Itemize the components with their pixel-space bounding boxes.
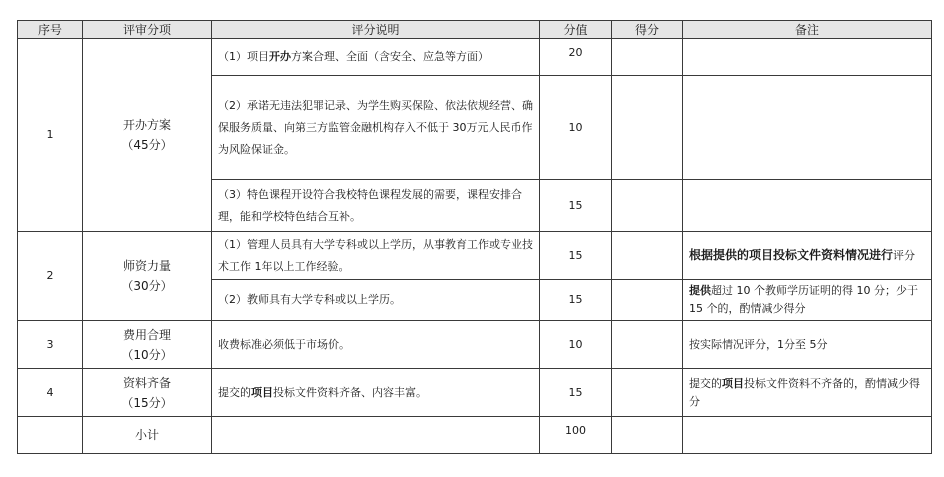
header-seq: 序号 [18,21,83,39]
header-note: 备注 [683,21,932,39]
seq-cell: 3 [18,321,83,369]
note-cell [683,280,932,321]
note-bold: 项目 [722,376,744,390]
value-cell: 10 [540,321,612,369]
score-cell [612,232,683,280]
header-value: 分值 [540,21,612,39]
score-cell [612,369,683,417]
score-cell [612,280,683,321]
note-text: 投标文件资料不齐备的，酌情减少得分 [689,376,920,408]
note-cell [683,417,932,454]
score-cell [612,180,683,232]
description-cell [212,39,540,76]
category-name: 师资力量 [122,259,171,273]
category-name: 资料齐备 [122,375,171,390]
table-row [18,369,932,417]
note-cell [683,76,932,180]
score-cell [612,417,683,454]
value-cell: 15 [540,232,612,280]
description-cell: 收费标准必须低于市场价。 [212,321,540,369]
category-name: 开办方案 [122,118,171,132]
value-cell: 10 [540,76,612,180]
category-points: （45分） [121,138,173,152]
category-points: （30分） [121,279,173,293]
note-cell [683,369,932,417]
description-cell [212,417,540,454]
note-cell [683,232,932,280]
table-row [18,232,932,280]
description-cell: （2）教师具有大学专科或以上学历。 [212,280,540,321]
seq-cell: 2 [18,232,83,321]
value-cell: 15 [540,369,612,417]
description-text: 提交的 [218,385,251,399]
note-cell [683,180,932,232]
table-row [18,39,932,76]
note-text: 提交的 [689,376,722,390]
description-cell: （3）特色课程开设符合我校特色课程发展的需要，课程安排合理，能和学校特色结合互补。 [212,180,540,232]
note-bold: 根据提供的项目投标文件资料情况进行 [689,248,894,262]
seq-cell [18,417,83,454]
score-cell [612,39,683,76]
category-cell [83,39,212,232]
value-cell: 20 [540,39,612,76]
table-row [18,321,932,369]
note-bold: 提供 [689,284,711,297]
category-cell [83,369,212,417]
description-text: （1）项目 [218,50,269,63]
note-cell [683,39,932,76]
description-cell [212,369,540,417]
seq-cell: 4 [18,369,83,417]
score-cell [612,76,683,180]
category-cell [83,321,212,369]
header-row [18,21,932,39]
description-cell: （2）承诺无违法犯罪记录、为学生购买保险、依法依规经营、确保服务质量、向第三方监管金融机构存入不低于 30万元人民币作为风险保证金。 [212,76,540,180]
score-cell [612,321,683,369]
total-row [18,417,932,454]
category-name: 费用合理 [122,327,171,342]
value-cell: 15 [540,280,612,321]
scoring-table [17,20,932,454]
header-score: 得分 [612,21,683,39]
note-text: 超过 10 个教师学历证明的得 10 分；少于 15 个的，酌情减少得分 [689,284,918,315]
description-text: 方案合理、全面（含安全、应急等方面） [291,50,489,63]
note-text: 评分 [893,249,916,262]
category-points: （15分） [121,395,173,410]
description-bold: 开办 [269,50,291,63]
seq-cell: 1 [18,39,83,232]
header-desc: 评分说明 [212,21,540,39]
category-points: （10分） [121,347,173,362]
subtotal-label: 小计 [83,417,212,454]
description-bold: 项目 [251,385,273,399]
description-text: 投标文件资料齐备、内容丰富。 [273,385,427,399]
total-value-cell: 100 [540,417,612,454]
header-item: 评审分项 [83,21,212,39]
note-cell: 按实际情况评分，1分至 5分 [683,321,932,369]
value-cell: 15 [540,180,612,232]
category-cell [83,232,212,321]
description-cell: （1）管理人员具有大学专科或以上学历，从事教育工作或专业技术工作 1年以上工作经验。 [212,232,540,280]
